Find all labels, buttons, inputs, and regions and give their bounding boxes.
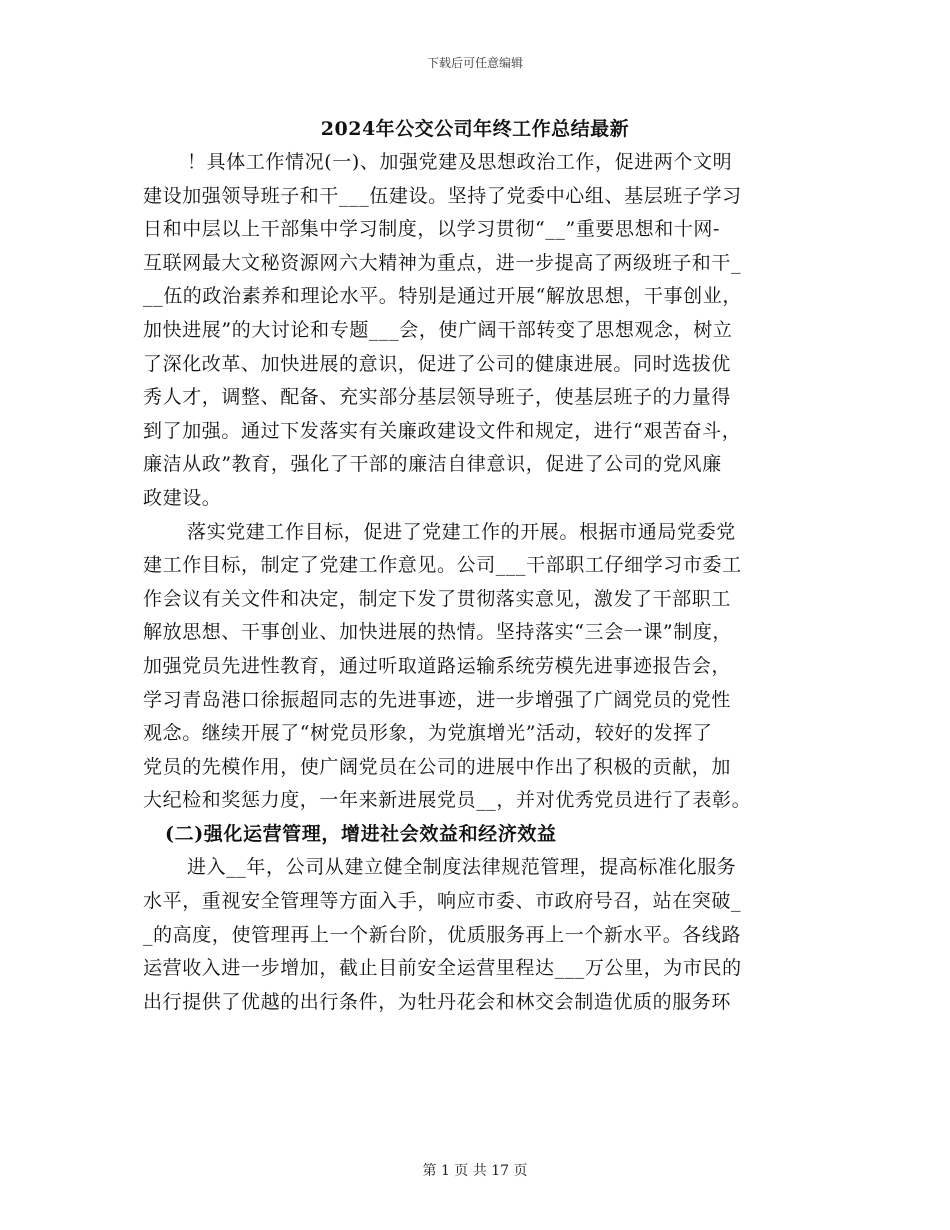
body-line: 加快进展”的大讨论和专题___会，使广阔干部转变了思想观念，树立 (143, 318, 733, 341)
header-note: 下载后可任意编辑 (426, 56, 523, 70)
body-line: 政建设。 (143, 486, 222, 509)
body-line: 进入__年，公司从建立健全制度法律规范管理，提高标准化服务 (187, 856, 737, 879)
document-body (143, 146, 808, 1019)
body-line: _的高度，使管理再上一个新台阶，优质服务再上一个新水平。各线路 (143, 923, 742, 946)
body-line: 出行提供了优越的出行条件，为牡丹花会和林交会制造优质的服务环 (143, 990, 732, 1013)
body-line: 互联网最大文秘资源网六大精神为重点，进一步提高了两级班子和干_ (143, 251, 742, 274)
body-line: 水平，重视安全管理等方面入手，响应市委、市政府号召，站在突破_ (143, 890, 742, 913)
body-line: 大纪检和奖惩力度，一年来新进展党员__，并对优秀党员进行了表彰。 (143, 789, 752, 812)
body-line: 解放思想、干事创业、加快进展的热情。坚持落实“三会一课”制度， (143, 621, 733, 644)
body-line: 了深化改革、加快进展的意识，促进了公司的健康进展。同时选拔优 (143, 352, 732, 375)
body-line: 廉洁从政”教育，强化了干部的廉洁自律意识，促进了公司的党风廉 (143, 453, 722, 476)
body-line: 学习青岛港口徐振超同志的先进事迹，进一步增强了广阔党员的党性 (143, 688, 732, 711)
body-line: __伍的政治素养和理论水平。特别是通过开展“解放思想，干事创业， (143, 285, 742, 308)
document-title: 2024年公交公司年终工作总结最新 (320, 118, 630, 140)
body-line: 运营收入进一步增加，截止目前安全运营里程达___万公里，为市民的 (143, 957, 742, 980)
body-line: 落实党建工作目标，促进了党建工作的开展。根据市通局党委党 (187, 520, 736, 543)
body-line: 观念。继续开展了“树党员形象，为党旗增光”活动，较好的发挥了 (143, 722, 713, 745)
body-line: 到了加强。通过下发落实有关廉政建设文件和规定，进行“艰苦奋斗， (143, 419, 742, 442)
section-heading: (二)强化运营管理，增进社会效益和经济效益 (165, 822, 557, 845)
body-line: 作会议有关文件和决定，制定下发了贯彻落实意见，激发了干部职工 (143, 587, 732, 610)
body-line: 秀人才，调整、配备、充实部分基层领导班子，使基层班子的力量得 (143, 386, 732, 409)
body-line: ！具体工作情况(一)、加强党建及思想政治工作，促进两个文明 (187, 151, 733, 173)
body-line: 党员的先模作用，使广阔党员在公司的进展中作出了积极的贡献，加 (143, 755, 732, 778)
body-line: 建工作目标，制定了党建工作意见。公司___干部职工仔细学习市委工 (143, 554, 742, 577)
body-line: 日和中层以上干部集中学习制度，以学习贯彻“__”重要思想和十网- (143, 218, 721, 241)
body-line: 建设加强领导班子和干___伍建设。坚持了党委中心组、基层班子学习 (143, 184, 742, 207)
body-line: 加强党员先进性教育，通过听取道路运输系统劳模先进事迹报告会， (143, 654, 732, 677)
page-footer: 第 1 页 共 17 页 (422, 1163, 528, 1179)
